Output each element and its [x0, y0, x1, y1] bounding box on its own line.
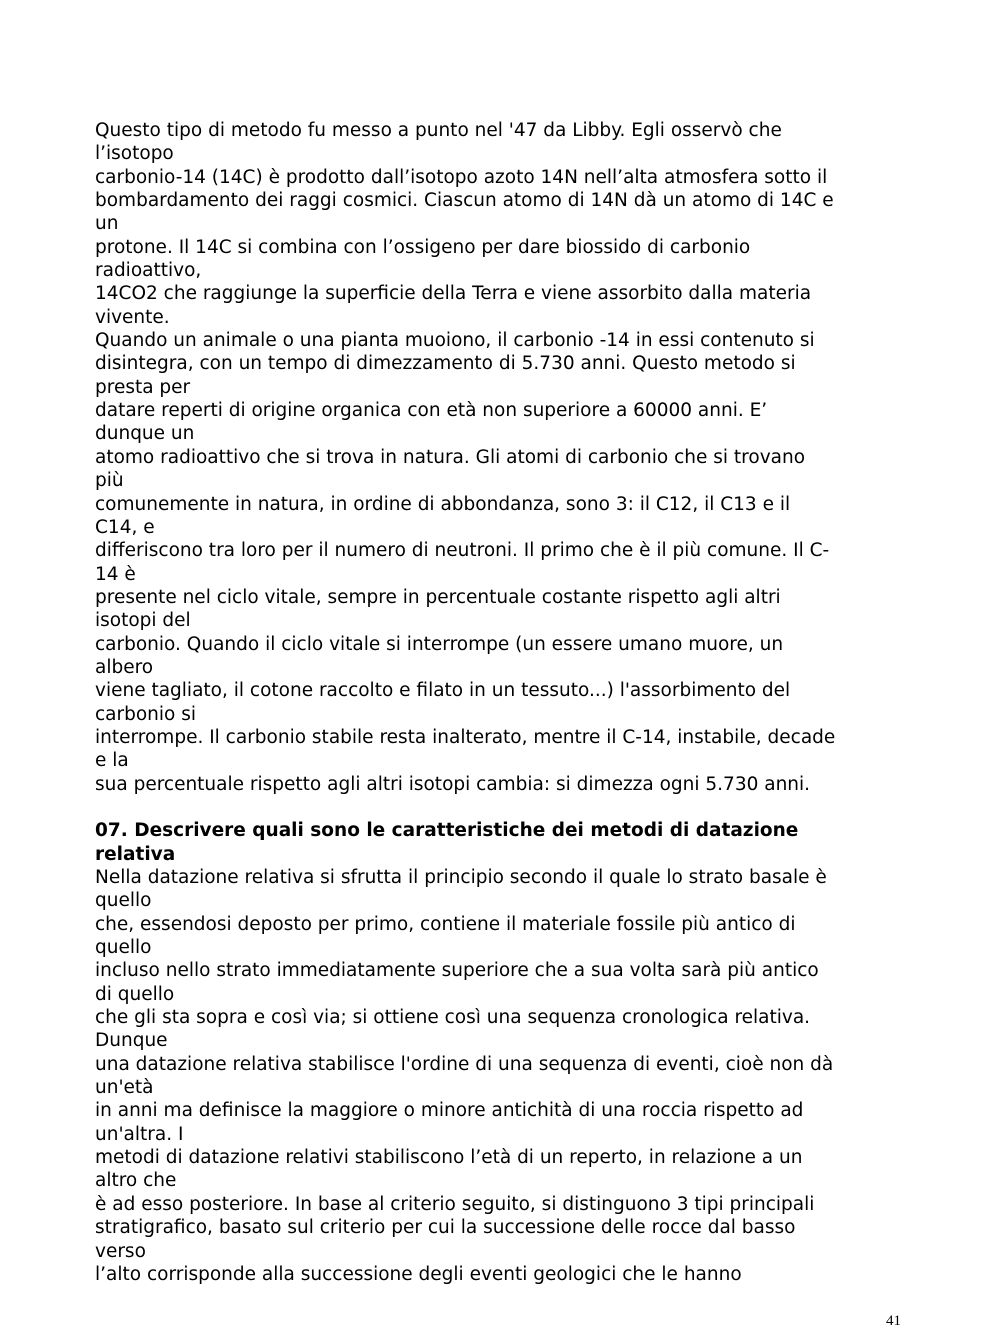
text-line: isotopi del: [95, 610, 191, 632]
heading-line: 07. Descrivere quali sono le caratteristiche dei metodi di datazione: [95, 820, 799, 842]
text-line: vivente.: [95, 306, 170, 328]
text-line: una datazione relativa stabilisce l'ordine di una sequenza di eventi, cioè non dà: [95, 1053, 834, 1075]
text-line: Nella datazione relativa si sfrutta il principio secondo il quale lo strato basale è: [95, 867, 827, 888]
text-line: dunque un: [95, 423, 195, 445]
text-line: Questo tipo di metodo fu messo a punto nel '47 da Libby. Egli osservò che: [95, 120, 782, 141]
text-line: carbonio si: [95, 703, 197, 725]
text-line: stratigrafico, basato sul criterio per cui la successione delle rocce dal basso: [95, 1217, 796, 1239]
text-line: incluso nello strato immediatamente superiore che a sua volta sarà più antico: [95, 960, 819, 982]
text-line: verso: [95, 1240, 146, 1262]
text-line: un: [95, 213, 119, 235]
text-line: quello: [95, 890, 152, 912]
text-line: altro che: [95, 1170, 177, 1192]
text-line: presente nel ciclo vitale, sempre in percentuale costante rispetto agli altri: [95, 586, 781, 608]
text-line: presta per: [95, 376, 191, 398]
text-line: in anni ma definisce la maggiore o minore antichità di una roccia rispetto ad: [95, 1100, 804, 1122]
text-line: carbonio-14 (14C) è prodotto dall’isotopo azoto 14N nell’alta atmosfera sotto il: [95, 166, 828, 188]
text-line: quello: [95, 937, 152, 959]
text-line: atomo radioattivo che si trova in natura. Gli atomi di carbonio che si trovano: [95, 446, 806, 468]
text-line: disintegra, con un tempo di dimezzamento di 5.730 anni. Questo metodo si: [95, 353, 796, 375]
text-line: che gli sta sopra e così via; si ottiene così una sequenza cronologica relativa.: [95, 1007, 811, 1029]
text-line: e la: [95, 750, 129, 772]
section-heading: [95, 819, 915, 866]
text-line: bombardamento dei raggi cosmici. Ciascun atomo di 14N dà un atomo di 14C e: [95, 190, 834, 212]
text-line: metodi di datazione relativi stabiliscono l’età di un reperto, in relazione a un: [95, 1147, 803, 1169]
text-line: è ad esso posteriore. In base al criterio seguito, si distinguono 3 tipi principali: [95, 1193, 815, 1215]
text-line: 14CO2 che raggiunge la superficie della Terra e viene assorbito dalla materia: [95, 283, 812, 305]
heading-line: relativa: [95, 843, 176, 865]
text-line: l’alto corrisponde alla successione degli eventi geologici che le hanno: [95, 1263, 742, 1285]
paragraph-libby: [95, 119, 915, 796]
text-line: albero: [95, 656, 154, 678]
text-line: 14 è: [95, 563, 136, 585]
text-line: Quando un animale o una pianta muoiono, il carbonio -14 in essi contenuto si: [95, 330, 815, 352]
text-line: protone. Il 14C si combina con l’ossigeno per dare biossido di carbonio: [95, 236, 751, 258]
paragraph-relative-dating: [95, 866, 915, 1286]
text-line: di quello: [95, 983, 175, 1005]
page-number: 41: [886, 1313, 901, 1329]
text-line: un'età: [95, 1077, 154, 1099]
text-line: C14, e: [95, 516, 155, 538]
text-line: Dunque: [95, 1030, 168, 1052]
text-line: un'altra. I: [95, 1123, 184, 1145]
text-line: sua percentuale rispetto agli altri isotopi cambia: si dimezza ogni 5.730 anni.: [95, 773, 811, 795]
text-line: più: [95, 470, 124, 492]
text-line: carbonio. Quando il ciclo vitale si interrompe (un essere umano muore, un: [95, 633, 784, 655]
text-line: datare reperti di origine organica con età non superiore a 60000 anni. E’: [95, 400, 768, 422]
text-line: viene tagliato, il cotone raccolto e filato in un tessuto...) l'assorbimento del: [95, 680, 791, 702]
text-line: che, essendosi deposto per primo, contiene il materiale fossile più antico di: [95, 913, 796, 935]
paragraph-spacer: [95, 796, 915, 819]
text-line: differiscono tra loro per il numero di neutroni. Il primo che è il più comune. Il C-: [95, 540, 830, 562]
text-line: interrompe. Il carbonio stabile resta inalterato, mentre il C-14, instabile, decade: [95, 726, 836, 748]
text-line: l’isotopo: [95, 143, 174, 165]
text-line: comunemente in natura, in ordine di abbondanza, sono 3: il C12, il C13 e il: [95, 493, 791, 515]
document-body: [95, 119, 915, 1286]
text-line: radioattivo,: [95, 260, 202, 282]
